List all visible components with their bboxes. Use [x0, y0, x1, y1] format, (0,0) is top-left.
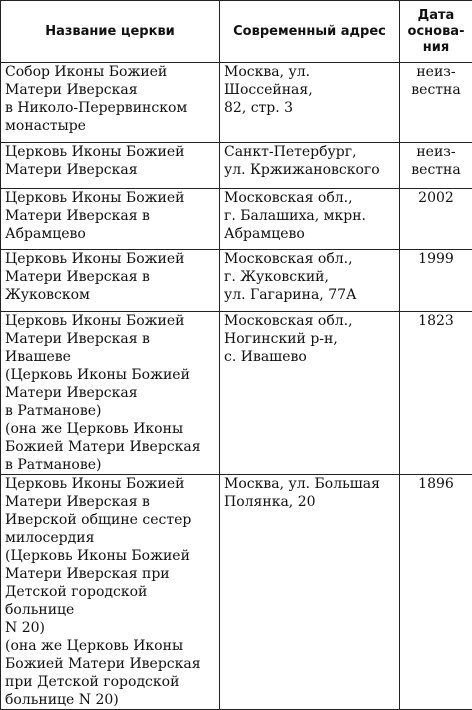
church-name-cell: Собор Иконы Божией Матери Иверская в Николо-Перервинском монастыре: [1, 63, 220, 143]
church-name-cell: Церковь Иконы Божией Матери Иверская в Иверской общине сестер милосердия (Церковь Иконы Божией Матери Иверская при Детской городской больнице N 20) (она же Церковь Иконы Божией Матери Иверская при Детской городской больнице N 20): [1, 475, 220, 710]
church-name-cell: Церковь Иконы Божией Матери Иверская в Абрамцево: [1, 189, 220, 250]
table-row: [1, 312, 472, 475]
year-cell: неиз- вестна: [400, 63, 472, 143]
table-row: [1, 63, 472, 143]
year-cell: неиз- вестна: [400, 143, 472, 189]
header-church-name: Название церкви: [1, 1, 220, 63]
header-row: [1, 1, 472, 63]
church-name-cell: Церковь Иконы Божией Матери Иверская в Жуковском: [1, 250, 220, 312]
address-cell: Московская обл., Ногинский р-н, с. Ивашево: [220, 312, 400, 475]
church-name-cell: Церковь Иконы Божией Матери Иверская в Ивашеве (Церковь Иконы Божией Матери Иверская в Ратманове) (она же Церковь Иконы Божией Матери Иверская в Ратманове): [1, 312, 220, 475]
address-cell: Московская обл., г. Балашиха, мкрн. Абрамцево: [220, 189, 400, 250]
year-cell: 2002: [400, 189, 472, 250]
header-founding-year: Дата основа- ния: [400, 1, 472, 63]
year-cell: 1896: [400, 475, 472, 710]
address-cell: Московская обл., г. Жуковский, ул. Гагарина, 77А: [220, 250, 400, 312]
table-row: [1, 475, 472, 710]
address-cell: Москва, ул. Большая Полянка, 20: [220, 475, 400, 710]
year-cell: 1823: [400, 312, 472, 475]
table-row: [1, 143, 472, 189]
table-row: [1, 189, 472, 250]
table-row: [1, 250, 472, 312]
header-address: Современный адрес: [220, 1, 400, 63]
address-cell: Москва, ул. Шоссейная, 82, стр. 3: [220, 63, 400, 143]
church-name-cell: Церковь Иконы Божией Матери Иверская: [1, 143, 220, 189]
year-cell: 1999: [400, 250, 472, 312]
address-cell: Санкт-Петербург, ул. Кржижановского: [220, 143, 400, 189]
